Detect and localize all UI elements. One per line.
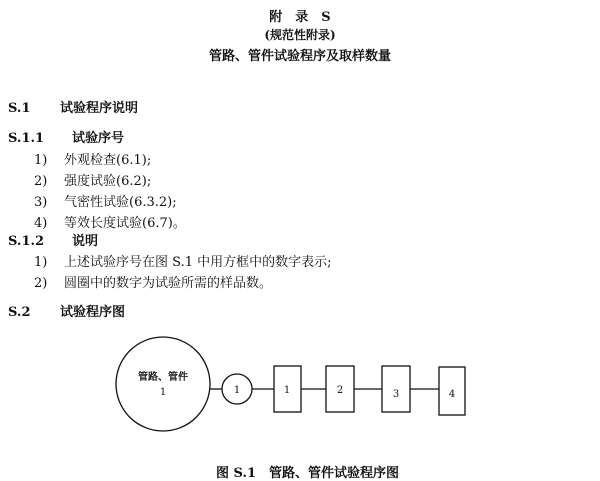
sample-count: 1 — [159, 387, 167, 398]
box-label: 3 — [392, 389, 400, 400]
figure-caption — [216, 462, 399, 481]
section-number: S.1 — [8, 101, 31, 116]
list-item: 1) 上述试验序号在图 S.1 中用方框中的数字表示; — [34, 255, 332, 270]
section-number: S.1.1 — [8, 131, 45, 146]
list-item: 3) 气密性试验(6.3.2); — [34, 195, 177, 210]
box-label: 4 — [448, 389, 456, 400]
sample-count-small: 1 — [233, 385, 241, 396]
sample-circle-large — [116, 337, 210, 431]
box-label: 1 — [283, 385, 291, 396]
figure-number: 图 S.1 — [216, 466, 257, 481]
figure-title: 管路、管件试验程序图 — [269, 466, 400, 481]
box-label: 2 — [336, 385, 344, 396]
section-title: 试验程序图 — [60, 305, 126, 320]
list-item: 2) 圆圈中的数字为试验所需的样品数。 — [34, 276, 273, 291]
list-item: 1) 外观检查(6.1); — [34, 153, 152, 168]
appendix-title: 管路、管件试验程序及取样数量 — [208, 49, 391, 64]
section-title: 说明 — [72, 234, 99, 249]
list-item: 2) 强度试验(6.2); — [34, 174, 152, 189]
appendix-label: 附 录 S — [269, 10, 331, 25]
list-item: 4) 等效长度试验(6.7)。 — [34, 216, 186, 231]
section-number: S.2 — [8, 305, 31, 320]
section-title: 试验序号 — [72, 131, 125, 146]
section-number: S.1.2 — [8, 234, 45, 249]
sample-label: 管路、管件 — [138, 372, 188, 383]
section-title: 试验程序说明 — [60, 101, 139, 116]
appendix-nature: (规范性附录) — [264, 28, 336, 42]
